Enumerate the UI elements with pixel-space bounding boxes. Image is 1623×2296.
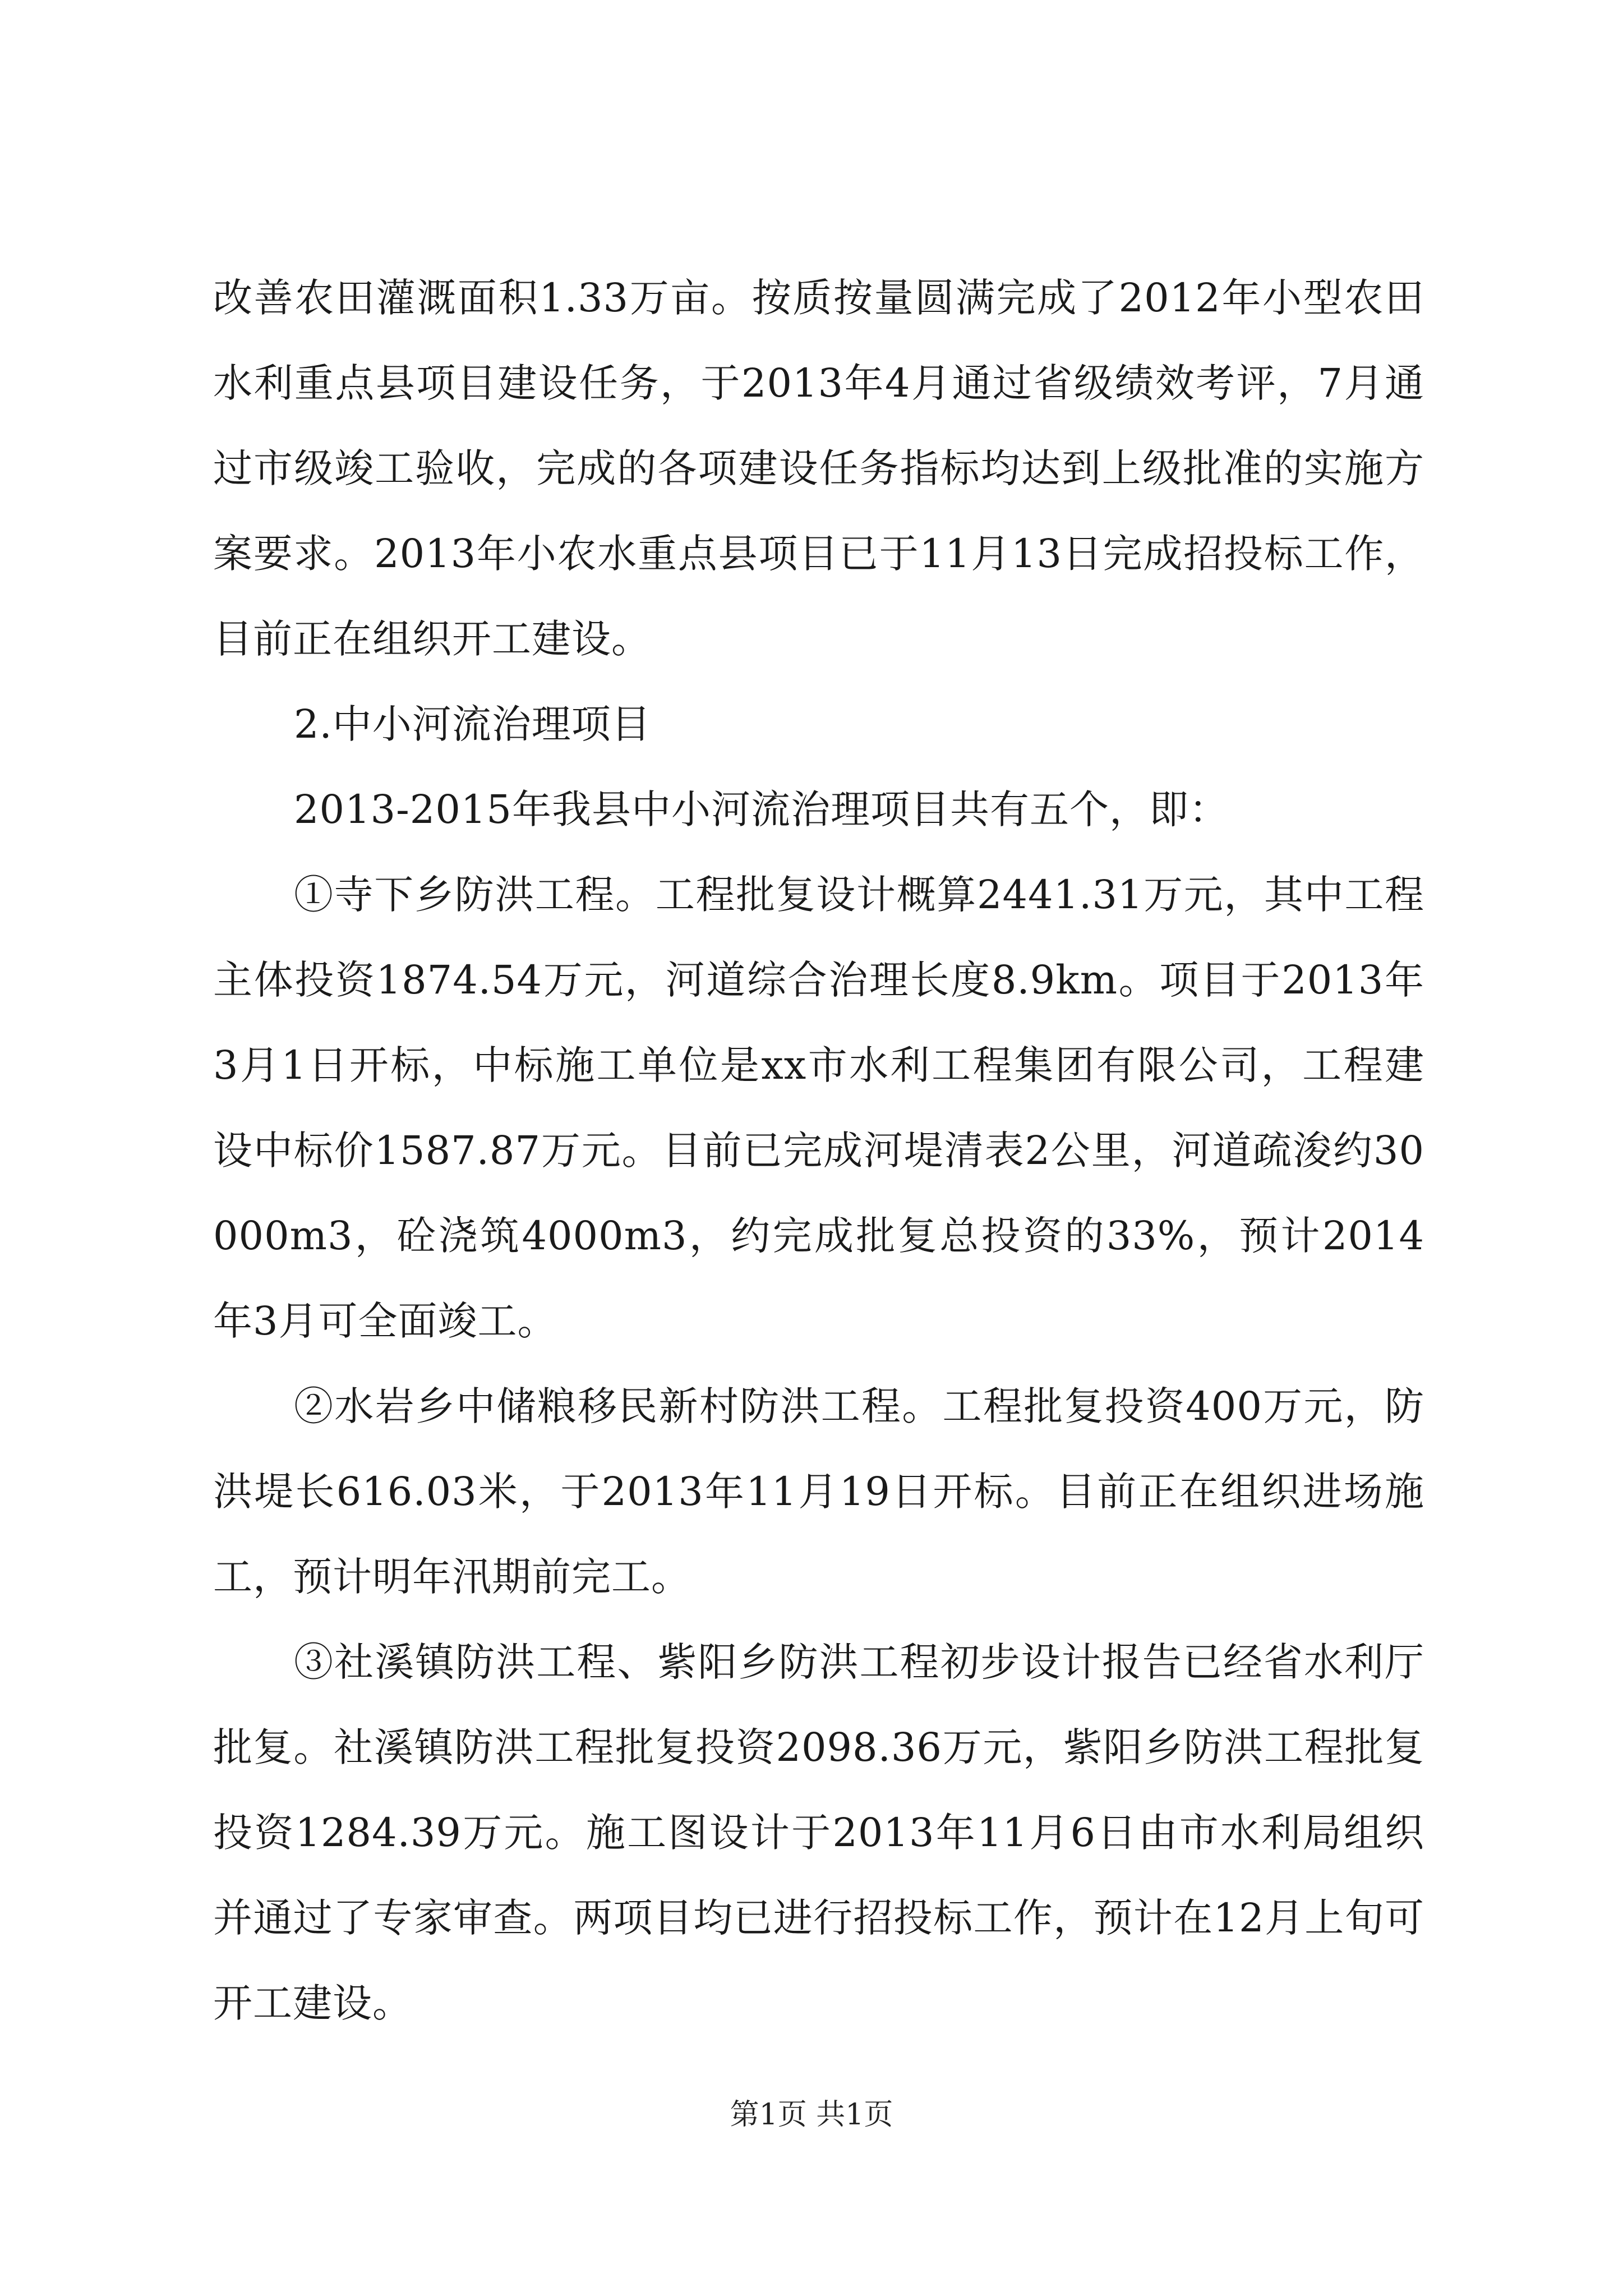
paragraph-project-shexi-ziyang: ③社溪镇防洪工程、紫阳乡防洪工程初步设计报告已经省水利厅批复。社溪镇防洪工程批复投资2098.36万元，紫阳乡防洪工程批复投资1284.39万元。施工图设计于2013年11月6日由市水利局组织并通过了专家审查。两项目均已进行招投标工作，预计在12月上旬可开工建设。	[213, 1639, 1424, 2026]
paragraph-project-shuiyan: ②水岩乡中储粮移民新村防洪工程。工程批复投资400万元，防洪堤长616.03米，于2013年11月19日开标。目前正在组织进场施工，预计明年汛期前完工。	[213, 1383, 1424, 1600]
paragraph-irrigation-summary: 改善农田灌溉面积1.33万亩。按质按量圆满完成了2012年小型农田水利重点县项目建设任务，于2013年4月通过省级绩效考评，7月通过市级竣工验收，完成的各项建设任务指标均达到上级批准的实施方案要求。2013年小农水重点县项目已于11月13日完成招投标工作，目前正在组织开工建设。	[213, 275, 1424, 662]
document-body	[213, 255, 1424, 2046]
paragraph-project-sixia: ①寺下乡防洪工程。工程批复设计概算2441.31万元，其中工程主体投资1874.54万元，河道综合治理长度8.9km。项目于2013年3月1日开标，中标施工单位是xx市水利工程集团有限公司，工程建设中标价1587.87万元。目前已完成河堤清表2公里，河道疏浚约30000m3，砼浇筑4000m3，约完成批复总投资的33%，预计2014年3月可全面竣工。	[213, 872, 1424, 1344]
paragraph-projects-overview: 2013-2015年我县中小河流治理项目共有五个，即：	[294, 786, 1229, 832]
section-heading-river-projects: 2.中小河流治理项目	[294, 701, 651, 747]
page-footer: 第1页 共1页	[730, 2098, 893, 2132]
